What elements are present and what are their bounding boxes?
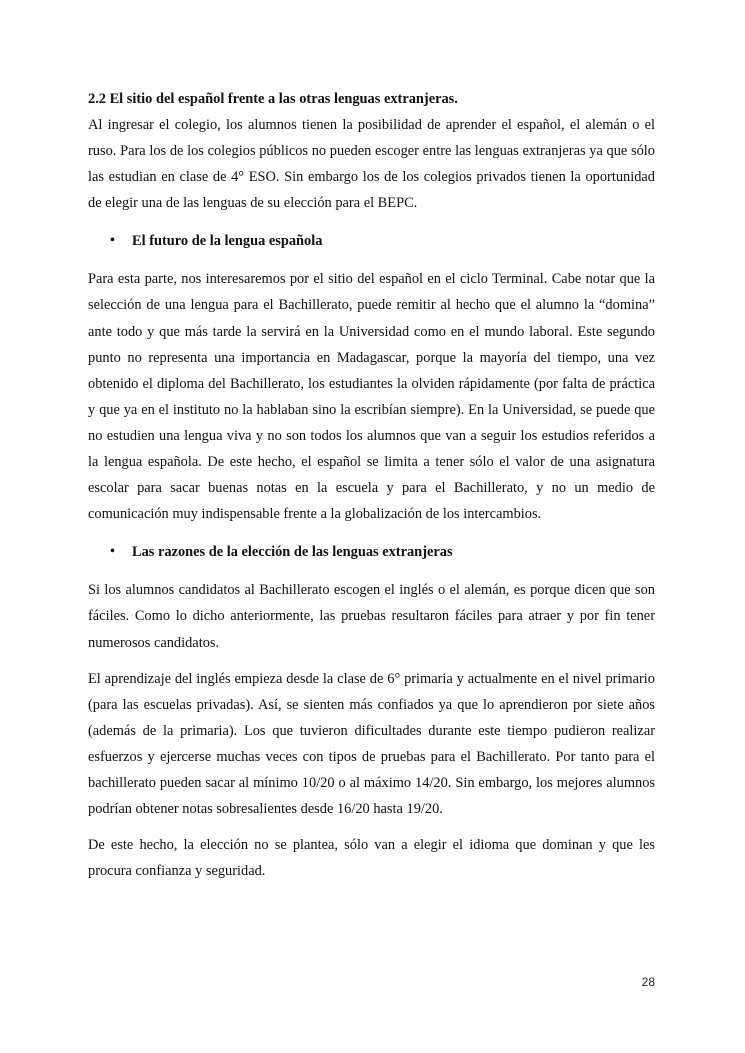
bullet-label: Las razones de la elección de las lenguas extranjeras [132, 544, 453, 561]
bullet-icon: • [110, 544, 115, 560]
paragraph-intro: Al ingresar el colegio, los alumnos tienen la posibilidad de aprender el español, el alemán o el ruso. Para los de los colegios públicos no pueden escoger entre las lenguas extranjeras ya que sólo las estudian en clase de 4° ESO. Sin embargo los de los colegios privados tienen la oportunidad de elegir una de las lenguas de su elección para el BEPC. [88, 117, 655, 212]
section-heading: 2.2 El sitio del español frente a las otras lenguas extranjeras. [88, 91, 458, 107]
document-page [88, 86, 655, 884]
bullet-icon: • [110, 233, 115, 249]
paragraph-english-learning: El aprendizaje del inglés empieza desde la clase de 6° primaria y actualmente en el nivel primario (para las escuelas privadas). Así, se sienten más confiados ya que lo aprendieron por siete años (además de la primaria). Los que tuvieron dificultades durante este tiempo pudieron realizar esfuerzos y ejercerse muchas veces con tipos de pruebas para el Bachillerato. Por tanto para el bachillerato pueden sacar al mínimo 10/20 o al máximo 14/20. Sin embargo, los mejores alumnos podrían obtener notas sobresalientes desde 16/20 hasta 19/20. [88, 670, 655, 818]
page-number: 28 [641, 975, 655, 989]
bullet-item-reasons [88, 539, 655, 565]
bullet-item-future [88, 228, 655, 254]
paragraph-conclusion: De este hecho, la elección no se plantea, sólo van a elegir el idioma que dominan y que les procura confianza y seguridad. [88, 837, 655, 880]
bullet-label: El futuro de la lengua española [132, 233, 323, 250]
paragraph-future: Para esta parte, nos interesaremos por el sitio del español en el ciclo Terminal. Cabe notar que la selección de una lengua para el Bachillerato, puede remitir al hecho que el alumno la “domina” ante todo y que más tarde la servirá en la Universidad como en el mundo laboral. Este segundo punto no representa una importancia en Madagascar, porque la mayoría del tiempo, una vez obtenido el diploma del Bachillerato, los estudiantes la olviden rápidamente (por falta de práctica y que ya en el instituto no la hablaban sino la escribían siempre). En la Universidad, se puede que no estudien una lengua viva y no son todos los alumnos que van a seguir los estudios referidos a la lengua española. De este hecho, el español se limita a tener sólo el valor de una asignatura escolar para sacar buenas notas en la escuela y para el Bachillerato, y no un medio de comunicación muy indispensable frente a la globalización de los intercambios. [88, 271, 655, 523]
paragraph-reasons: Si los alumnos candidatos al Bachillerato escogen el inglés o el alemán, es porque dicen que son fáciles. Como lo dicho anteriormente, las pruebas resultaron fáciles para atraer y por fin tener numerosos candidatos. [88, 582, 655, 651]
